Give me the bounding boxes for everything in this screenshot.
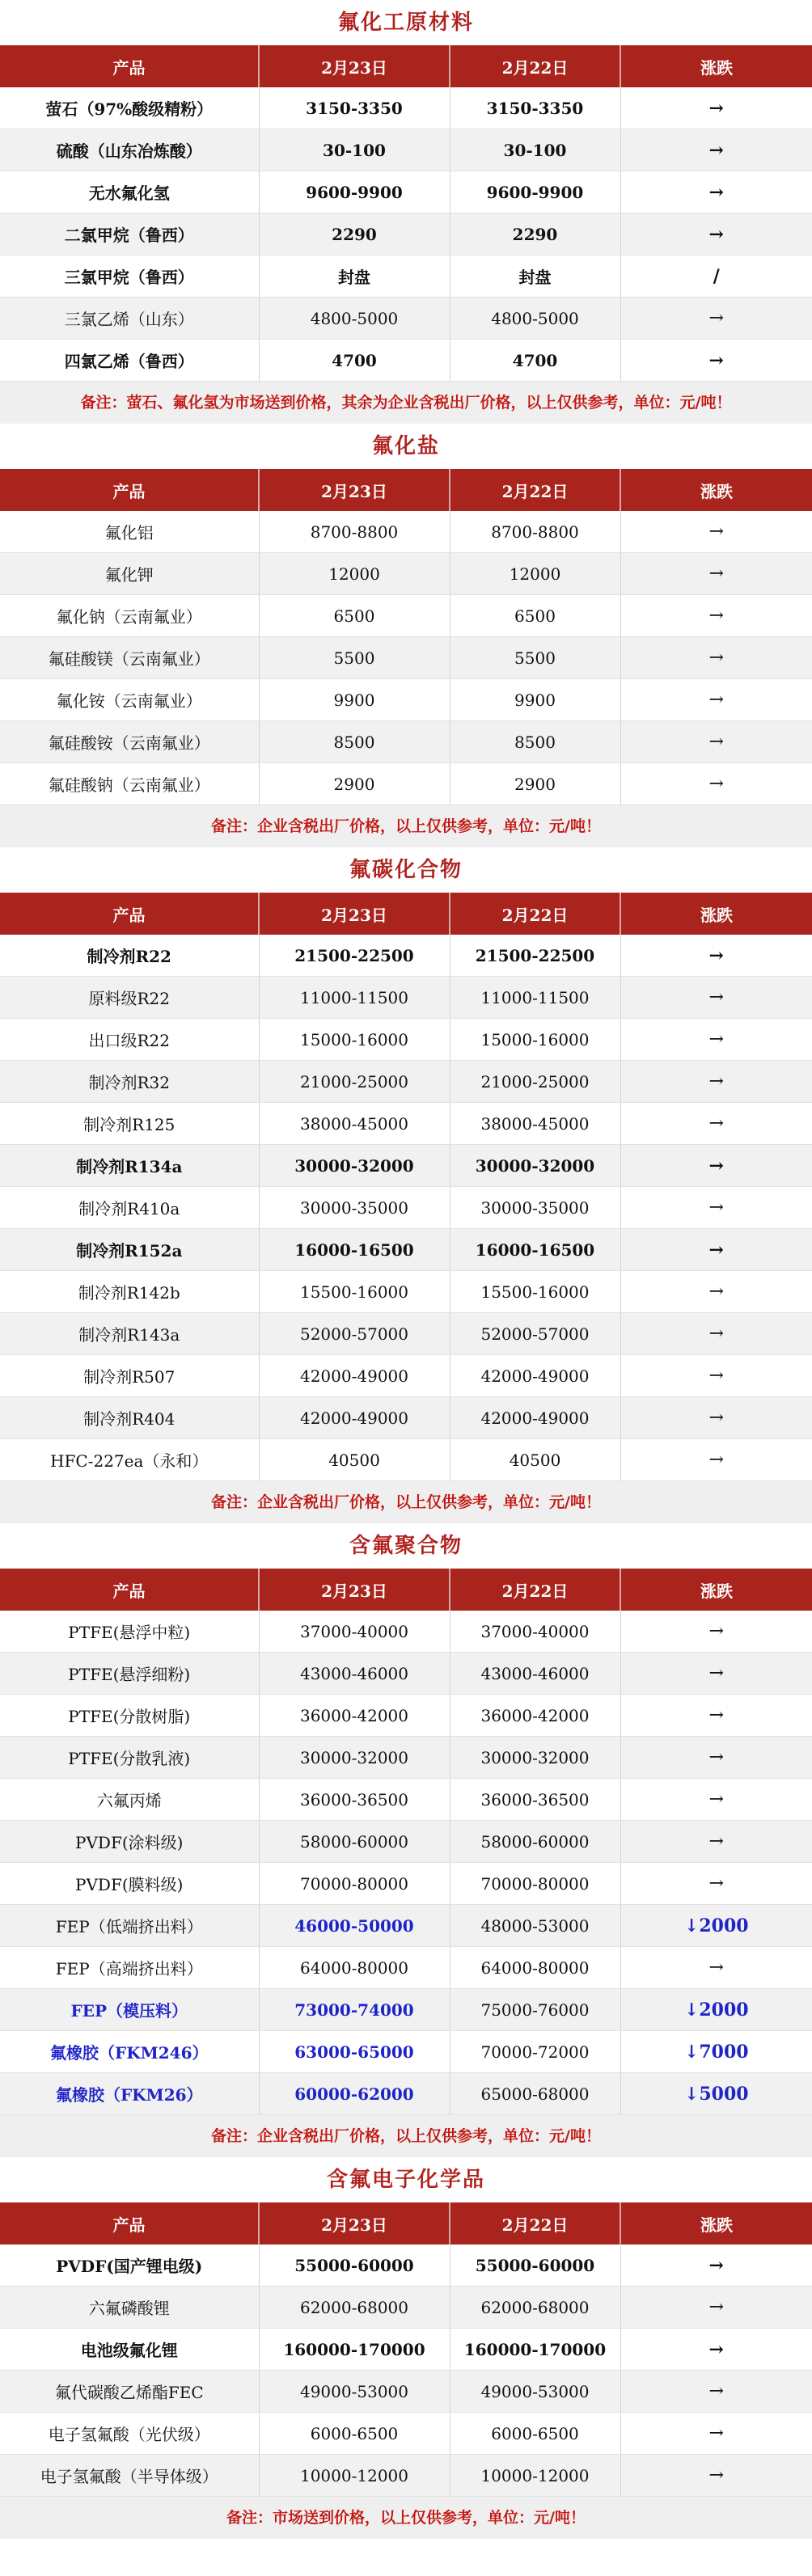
- change-cell: →: [620, 1355, 812, 1397]
- product-cell: 出口级R22: [0, 1019, 259, 1061]
- price-date-1-cell: 46000-50000: [259, 1905, 450, 1947]
- column-header-date-2: 2月22日: [450, 893, 620, 935]
- price-date-2-cell: 16000-16500: [450, 1229, 620, 1271]
- price-date-2-cell: 37000-40000: [450, 1611, 620, 1653]
- product-cell: 电子氢氟酸（光伏级）: [0, 2413, 259, 2455]
- product-cell: 制冷剂R152a: [0, 1229, 259, 1271]
- table-row: [0, 2244, 812, 2287]
- price-date-1-cell: 21500-22500: [259, 935, 450, 977]
- price-date-2-cell: 4800-5000: [450, 298, 620, 340]
- table-header: [0, 893, 812, 935]
- change-cell: →: [620, 1863, 812, 1905]
- price-date-2-cell: 21000-25000: [450, 1061, 620, 1103]
- table-header: [0, 469, 812, 511]
- table-row: [0, 637, 812, 679]
- product-cell: 无水氟化氢: [0, 171, 259, 213]
- table-row: [0, 1061, 812, 1103]
- price-date-2-cell: 8700-8800: [450, 511, 620, 553]
- change-cell: →: [620, 553, 812, 595]
- price-date-1-cell: 2290: [259, 213, 450, 255]
- table-row: [0, 1905, 812, 1947]
- price-date-2-cell: 43000-46000: [450, 1653, 620, 1695]
- table-row: [0, 977, 812, 1019]
- price-date-1-cell: 43000-46000: [259, 1653, 450, 1695]
- product-cell: 氟硅酸钠（云南氟业）: [0, 763, 259, 805]
- column-header-date-1: 2月23日: [259, 469, 450, 511]
- column-header-date-2: 2月22日: [450, 1569, 620, 1611]
- price-date-1-cell: 42000-49000: [259, 1355, 450, 1397]
- product-cell: 制冷剂R125: [0, 1103, 259, 1145]
- price-date-1-cell: 49000-53000: [259, 2371, 450, 2413]
- table-row: [0, 213, 812, 255]
- product-cell: 三氯乙烯（山东）: [0, 298, 259, 340]
- change-cell: →: [620, 1611, 812, 1653]
- table-row: [0, 2287, 812, 2329]
- price-date-2-cell: 30000-32000: [450, 1737, 620, 1779]
- table-row: [0, 1355, 812, 1397]
- product-cell: 氟硅酸铵（云南氟业）: [0, 721, 259, 763]
- header-row: [0, 45, 812, 87]
- table-row: [0, 511, 812, 553]
- change-cell: →: [620, 1821, 812, 1863]
- column-header-product: 产品: [0, 1569, 259, 1611]
- column-header-change: 涨跌: [620, 1569, 812, 1611]
- change-cell: ↓5000: [620, 2073, 812, 2115]
- section-title: 含氟聚合物: [349, 1534, 463, 1558]
- product-cell: 氟代碳酸乙烯酯FEC: [0, 2371, 259, 2413]
- price-date-2-cell: 55000-60000: [450, 2244, 620, 2287]
- change-cell: ↓2000: [620, 1905, 812, 1947]
- price-date-2-cell: 38000-45000: [450, 1103, 620, 1145]
- product-cell: PVDF(膜料级): [0, 1863, 259, 1905]
- column-header-change: 涨跌: [620, 45, 812, 87]
- price-table: [0, 469, 812, 805]
- change-cell: →: [620, 2413, 812, 2455]
- product-cell: 制冷剂R134a: [0, 1145, 259, 1187]
- product-cell: 原料级R22: [0, 977, 259, 1019]
- change-cell: →: [620, 721, 812, 763]
- table-row: [0, 340, 812, 382]
- change-cell: →: [620, 1737, 812, 1779]
- change-cell: →: [620, 1439, 812, 1481]
- price-date-1-cell: 40500: [259, 1439, 450, 1481]
- product-cell: 四氯乙烯（鲁西）: [0, 340, 259, 382]
- change-cell: →: [620, 129, 812, 171]
- price-date-2-cell: 49000-53000: [450, 2371, 620, 2413]
- product-cell: 制冷剂R404: [0, 1397, 259, 1439]
- price-date-1-cell: 3150-3350: [259, 87, 450, 129]
- price-date-1-cell: 4700: [259, 340, 450, 382]
- price-date-1-cell: 30000-32000: [259, 1737, 450, 1779]
- price-date-2-cell: 70000-72000: [450, 2031, 620, 2073]
- price-date-2-cell: 52000-57000: [450, 1313, 620, 1355]
- product-cell: 制冷剂R142b: [0, 1271, 259, 1313]
- price-date-1-cell: 73000-74000: [259, 1989, 450, 2031]
- table-header: [0, 1569, 812, 1611]
- price-date-1-cell: 42000-49000: [259, 1397, 450, 1439]
- price-date-2-cell: 11000-11500: [450, 977, 620, 1019]
- column-header-date-2: 2月22日: [450, 469, 620, 511]
- change-cell: →: [620, 1229, 812, 1271]
- price-date-2-cell: 封盘: [450, 255, 620, 298]
- price-date-2-cell: 62000-68000: [450, 2287, 620, 2329]
- price-date-1-cell: 10000-12000: [259, 2455, 450, 2497]
- price-date-2-cell: 5500: [450, 637, 620, 679]
- table-row: [0, 1611, 812, 1653]
- table-row: [0, 2073, 812, 2115]
- price-table: [0, 2202, 812, 2497]
- change-cell: →: [620, 1187, 812, 1229]
- change-cell: →: [620, 2371, 812, 2413]
- header-row: [0, 893, 812, 935]
- price-section: [0, 847, 812, 1523]
- product-cell: 六氟磷酸锂: [0, 2287, 259, 2329]
- change-cell: →: [620, 1061, 812, 1103]
- section-note: 备注：企业含税出厂价格，以上仅供参考，单位：元/吨！: [0, 1481, 812, 1523]
- section-note: 备注：企业含税出厂价格，以上仅供参考，单位：元/吨！: [0, 2115, 812, 2157]
- product-cell: 氟化铝: [0, 511, 259, 553]
- table-row: [0, 1397, 812, 1439]
- table-row: [0, 553, 812, 595]
- price-date-2-cell: 75000-76000: [450, 1989, 620, 2031]
- change-cell: →: [620, 511, 812, 553]
- table-body: [0, 1611, 812, 2115]
- price-table: [0, 1569, 812, 2115]
- table-row: [0, 1187, 812, 1229]
- price-date-1-cell: 60000-62000: [259, 2073, 450, 2115]
- change-cell: →: [620, 935, 812, 977]
- change-cell: ↓7000: [620, 2031, 812, 2073]
- table-row: [0, 1145, 812, 1187]
- price-date-2-cell: 6000-6500: [450, 2413, 620, 2455]
- table-body: [0, 2244, 812, 2497]
- price-section: [0, 424, 812, 847]
- price-table: [0, 45, 812, 382]
- price-date-1-cell: 6500: [259, 595, 450, 637]
- price-table: [0, 893, 812, 1481]
- price-date-2-cell: 15000-16000: [450, 1019, 620, 1061]
- table-row: [0, 1271, 812, 1313]
- column-header-date-1: 2月23日: [259, 45, 450, 87]
- change-cell: →: [620, 298, 812, 340]
- column-header-date-1: 2月23日: [259, 2202, 450, 2244]
- table-body: [0, 511, 812, 805]
- product-cell: PTFE(悬浮中粒): [0, 1611, 259, 1653]
- table-row: [0, 1229, 812, 1271]
- price-date-1-cell: 64000-80000: [259, 1947, 450, 1989]
- table-row: [0, 679, 812, 721]
- section-title: 含氟电子化学品: [326, 2168, 485, 2192]
- price-date-2-cell: 9600-9900: [450, 171, 620, 213]
- product-cell: 氟化钾: [0, 553, 259, 595]
- product-cell: 二氯甲烷（鲁西）: [0, 213, 259, 255]
- product-cell: 电池级氟化锂: [0, 2329, 259, 2371]
- table-row: [0, 721, 812, 763]
- change-cell: →: [620, 679, 812, 721]
- price-date-2-cell: 70000-80000: [450, 1863, 620, 1905]
- price-date-1-cell: 8700-8800: [259, 511, 450, 553]
- product-cell: 氟橡胶（FKM26）: [0, 2073, 259, 2115]
- product-cell: 制冷剂R32: [0, 1061, 259, 1103]
- table-row: [0, 1653, 812, 1695]
- table-header: [0, 2202, 812, 2244]
- product-cell: FEP（高端挤出料）: [0, 1947, 259, 1989]
- table-row: [0, 1103, 812, 1145]
- table-row: [0, 935, 812, 977]
- column-header-date-2: 2月22日: [450, 2202, 620, 2244]
- table-row: [0, 171, 812, 213]
- price-date-2-cell: 48000-53000: [450, 1905, 620, 1947]
- product-cell: 制冷剂R143a: [0, 1313, 259, 1355]
- table-row: [0, 87, 812, 129]
- price-section: [0, 1523, 812, 2157]
- table-row: [0, 1779, 812, 1821]
- product-cell: 氟橡胶（FKM246）: [0, 2031, 259, 2073]
- price-date-1-cell: 36000-42000: [259, 1695, 450, 1737]
- change-cell: →: [620, 1019, 812, 1061]
- product-cell: 萤石（97%酸级精粉）: [0, 87, 259, 129]
- table-row: [0, 1439, 812, 1481]
- table-row: [0, 1737, 812, 1779]
- table-row: [0, 1019, 812, 1061]
- product-cell: 六氟丙烯: [0, 1779, 259, 1821]
- price-date-2-cell: 2290: [450, 213, 620, 255]
- price-date-1-cell: 12000: [259, 553, 450, 595]
- product-cell: 制冷剂R22: [0, 935, 259, 977]
- product-cell: HFC-227ea（永和）: [0, 1439, 259, 1481]
- price-date-1-cell: 70000-80000: [259, 1863, 450, 1905]
- table-row: [0, 1863, 812, 1905]
- product-cell: 制冷剂R410a: [0, 1187, 259, 1229]
- table-row: [0, 2413, 812, 2455]
- table-row: [0, 1989, 812, 2031]
- price-date-2-cell: 2900: [450, 763, 620, 805]
- table-row: [0, 2329, 812, 2371]
- section-note: 备注：市场送到价格，以上仅供参考，单位：元/吨！: [0, 2497, 812, 2539]
- price-date-1-cell: 55000-60000: [259, 2244, 450, 2287]
- price-date-1-cell: 5500: [259, 637, 450, 679]
- price-date-2-cell: 58000-60000: [450, 1821, 620, 1863]
- change-cell: →: [620, 1271, 812, 1313]
- price-date-1-cell: 30000-32000: [259, 1145, 450, 1187]
- price-date-2-cell: 8500: [450, 721, 620, 763]
- price-section: [0, 2157, 812, 2539]
- table-row: [0, 2371, 812, 2413]
- price-date-1-cell: 15500-16000: [259, 1271, 450, 1313]
- price-date-2-cell: 40500: [450, 1439, 620, 1481]
- price-date-1-cell: 62000-68000: [259, 2287, 450, 2329]
- change-cell: →: [620, 1103, 812, 1145]
- column-header-change: 涨跌: [620, 893, 812, 935]
- change-cell: →: [620, 763, 812, 805]
- column-header-product: 产品: [0, 2202, 259, 2244]
- price-date-2-cell: 36000-42000: [450, 1695, 620, 1737]
- table-row: [0, 1821, 812, 1863]
- product-cell: FEP（模压料）: [0, 1989, 259, 2031]
- price-date-1-cell: 52000-57000: [259, 1313, 450, 1355]
- price-date-1-cell: 21000-25000: [259, 1061, 450, 1103]
- price-date-2-cell: 12000: [450, 553, 620, 595]
- product-cell: 制冷剂R507: [0, 1355, 259, 1397]
- change-cell: →: [620, 1695, 812, 1737]
- change-cell: →: [620, 171, 812, 213]
- section-title: 氟化盐: [371, 434, 440, 458]
- column-header-date-1: 2月23日: [259, 1569, 450, 1611]
- price-date-1-cell: 封盘: [259, 255, 450, 298]
- price-date-2-cell: 15500-16000: [450, 1271, 620, 1313]
- price-date-2-cell: 30000-32000: [450, 1145, 620, 1187]
- price-date-2-cell: 10000-12000: [450, 2455, 620, 2497]
- price-date-2-cell: 3150-3350: [450, 87, 620, 129]
- table-row: [0, 763, 812, 805]
- table-row: [0, 1313, 812, 1355]
- product-cell: PVDF(国产锂电级): [0, 2244, 259, 2287]
- price-section: [0, 0, 812, 424]
- price-date-1-cell: 4800-5000: [259, 298, 450, 340]
- price-date-2-cell: 21500-22500: [450, 935, 620, 977]
- price-date-2-cell: 36000-36500: [450, 1779, 620, 1821]
- column-header-change: 涨跌: [620, 469, 812, 511]
- column-header-change: 涨跌: [620, 2202, 812, 2244]
- change-cell: →: [620, 2455, 812, 2497]
- price-date-1-cell: 11000-11500: [259, 977, 450, 1019]
- column-header-product: 产品: [0, 45, 259, 87]
- price-date-1-cell: 9600-9900: [259, 171, 450, 213]
- change-cell: →: [620, 2329, 812, 2371]
- product-cell: 硫酸（山东冶炼酸）: [0, 129, 259, 171]
- product-cell: FEP（低端挤出料）: [0, 1905, 259, 1947]
- product-cell: 氟化钠（云南氟业）: [0, 595, 259, 637]
- price-date-2-cell: 6500: [450, 595, 620, 637]
- product-cell: PTFE(悬浮细粉): [0, 1653, 259, 1695]
- column-header-date-2: 2月22日: [450, 45, 620, 87]
- price-date-2-cell: 42000-49000: [450, 1397, 620, 1439]
- price-date-1-cell: 6000-6500: [259, 2413, 450, 2455]
- section-title: 氟化工原材料: [337, 11, 474, 35]
- price-date-2-cell: 42000-49000: [450, 1355, 620, 1397]
- table-row: [0, 2031, 812, 2073]
- price-date-1-cell: 8500: [259, 721, 450, 763]
- price-date-1-cell: 15000-16000: [259, 1019, 450, 1061]
- change-cell: →: [620, 977, 812, 1019]
- price-date-2-cell: 4700: [450, 340, 620, 382]
- price-date-1-cell: 2900: [259, 763, 450, 805]
- table-row: [0, 298, 812, 340]
- change-cell: →: [620, 595, 812, 637]
- table-row: [0, 2455, 812, 2497]
- price-date-1-cell: 30000-35000: [259, 1187, 450, 1229]
- product-cell: PVDF(涂料级): [0, 1821, 259, 1863]
- change-cell: →: [620, 1779, 812, 1821]
- change-cell: →: [620, 637, 812, 679]
- change-cell: →: [620, 340, 812, 382]
- change-cell: →: [620, 1313, 812, 1355]
- product-cell: 氟化铵（云南氟业）: [0, 679, 259, 721]
- section-note: 备注：萤石、氟化氢为市场送到价格，其余为企业含税出厂价格，以上仅供参考，单位：元/吨！: [0, 382, 812, 424]
- price-date-1-cell: 16000-16500: [259, 1229, 450, 1271]
- header-row: [0, 2202, 812, 2244]
- change-cell: ↓2000: [620, 1989, 812, 2031]
- change-cell: →: [620, 1947, 812, 1989]
- change-cell: /: [620, 255, 812, 298]
- column-header-product: 产品: [0, 469, 259, 511]
- table-row: [0, 129, 812, 171]
- price-date-2-cell: 30-100: [450, 129, 620, 171]
- price-date-1-cell: 9900: [259, 679, 450, 721]
- price-date-1-cell: 36000-36500: [259, 1779, 450, 1821]
- section-title: 氟碳化合物: [349, 858, 463, 882]
- table-body: [0, 87, 812, 382]
- product-cell: PTFE(分散树脂): [0, 1695, 259, 1737]
- product-cell: 三氯甲烷（鲁西）: [0, 255, 259, 298]
- price-date-2-cell: 30000-35000: [450, 1187, 620, 1229]
- change-cell: →: [620, 2244, 812, 2287]
- product-cell: PTFE(分散乳液): [0, 1737, 259, 1779]
- price-date-1-cell: 63000-65000: [259, 2031, 450, 2073]
- change-cell: →: [620, 87, 812, 129]
- product-cell: 氟硅酸镁（云南氟业）: [0, 637, 259, 679]
- change-cell: →: [620, 1145, 812, 1187]
- table-row: [0, 595, 812, 637]
- price-date-1-cell: 38000-45000: [259, 1103, 450, 1145]
- change-cell: →: [620, 213, 812, 255]
- section-note: 备注：企业含税出厂价格，以上仅供参考，单位：元/吨！: [0, 805, 812, 847]
- price-date-2-cell: 65000-68000: [450, 2073, 620, 2115]
- change-cell: →: [620, 1653, 812, 1695]
- table-header: [0, 45, 812, 87]
- price-date-2-cell: 9900: [450, 679, 620, 721]
- header-row: [0, 1569, 812, 1611]
- change-cell: →: [620, 2287, 812, 2329]
- column-header-product: 产品: [0, 893, 259, 935]
- price-date-1-cell: 30-100: [259, 129, 450, 171]
- price-date-1-cell: 160000-170000: [259, 2329, 450, 2371]
- table-row: [0, 255, 812, 298]
- change-cell: →: [620, 1397, 812, 1439]
- header-row: [0, 469, 812, 511]
- price-date-1-cell: 58000-60000: [259, 1821, 450, 1863]
- price-date-2-cell: 64000-80000: [450, 1947, 620, 1989]
- table-row: [0, 1947, 812, 1989]
- table-body: [0, 935, 812, 1481]
- product-cell: 电子氢氟酸（半导体级）: [0, 2455, 259, 2497]
- price-date-1-cell: 37000-40000: [259, 1611, 450, 1653]
- price-date-2-cell: 160000-170000: [450, 2329, 620, 2371]
- table-row: [0, 1695, 812, 1737]
- column-header-date-1: 2月23日: [259, 893, 450, 935]
